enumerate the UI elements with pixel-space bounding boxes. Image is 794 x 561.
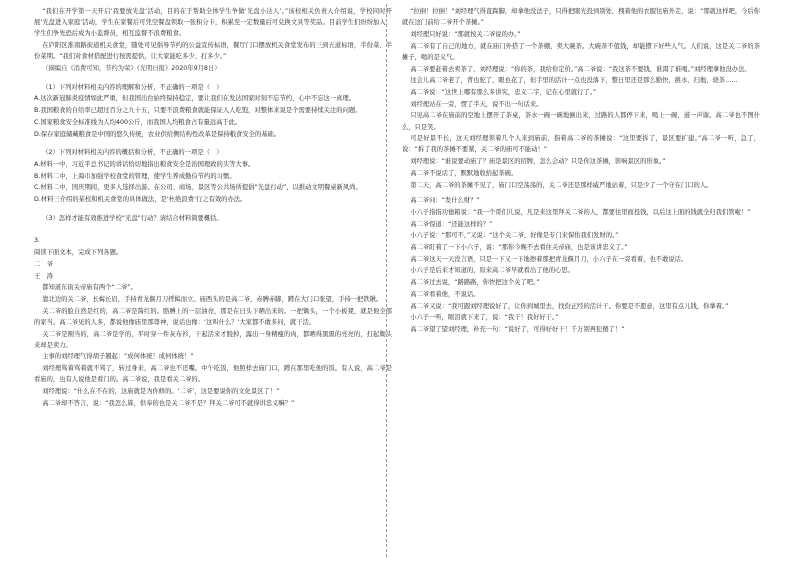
paragraph: 高二爷却不答言，说：“我怎么算，供奉的也是关二爷不是？拜关二爷可不就得讲忠义嘛？” (42, 399, 295, 407)
paragraph: “我们在开学第一天开启‘我要放光盘’活动，目的在于帮助全体学生争做‘光盘小达人’。”该校相关负责人介绍说，学校同时开展‘光盘进入家庭’活动，学生在家餐后可凭空餐盘领取一张积分卡，积累至一定数量后可兑换文具等奖品。目前学生们纷纷加入，学生们争先恐后成为小监督员，相互监督不浪费粮食。 (34, 8, 392, 38)
dialogue (402, 195, 760, 335)
option-c: C.材料二中，国庆期间，更多人选择出游。在公司、商场、景区等公共场所提倡“光盘行动”，以推动文明餐桌新风尚。 (34, 184, 362, 192)
paragraph: 主事的刘经理气得胡子翘起：“成何体统！成何体统！” (42, 353, 194, 361)
option-c: C.国家粮食安全标准线为人均400公斤，而我国人均粮食占有量远高于此。 (34, 118, 242, 126)
paragraph: 刘经理站在一旁，愣了半天，说不出一句话来。 (410, 100, 543, 108)
option-d: D.保存家庭储藏粮食是中国的悠久传统，农业供给侧结构性改革是保持粮食安全的基础。 (34, 130, 281, 138)
story-title: 二 爷 (34, 260, 53, 268)
option-a: A.材料一中，习近平总书记的讲话恰切地指出粮食安全是治国理政的头等大事。 (34, 160, 255, 168)
passage-part1 (34, 6, 392, 74)
option-d: D.材料三介绍的某校和机关食堂的具体做法，是‘杜绝浪费’行之有效的办法。 (34, 196, 247, 204)
dialogue-line: 小六子一听，眼泪就下来了，说：“我干！我好好干。” (410, 314, 559, 322)
story-part2 (402, 6, 760, 191)
dialogue-line: 高二爷过去说，“路路路，你快把这个关了吧。” (410, 279, 540, 287)
paragraph: 高二爷说：“这世上哪有那么多讲究，忠义二字，记在心里就行了。” (410, 88, 597, 96)
paragraph: 关二爷的脸自然是红的，高二爷是酱红的。胳膊上的一层油亮，那是在日头下晒出来的。一把锄头，一个小板凳，就是他全部的家当。高二爷见的人多，都说他像庙里那尊神，说话也像：‘这叫什么？’大家都不敢多问，就干活。 (34, 307, 392, 326)
option-a: A.这次新冠肺炎疫情如此严重，但我国出台始终保持稳定，要让我们在发达国家时刻不忘节约、心中不忘这一真理。 (34, 95, 356, 103)
option-b: B.我国粮食的自给率已超过百分之九十五，只要不浪费粮食就能保证人人吃饱，对整体来说是个需要持续关注的问题。 (34, 107, 362, 115)
source-citation: （摘编自《消费可知，节约为荣》《光明日报》2020年9月8日） (42, 65, 221, 73)
question-3: （3）怎样才能有效推进学校“光盘”行动？请结合材料简要概括。 (42, 214, 223, 222)
dialogue-line: 小六子是后来才知道的，原来高二爷早就看出了他的心思。 (410, 267, 574, 275)
question-stem: （1）下列对材料相关内容的理解和分析，不正确的一项是（ ） (42, 83, 223, 91)
question-1 (34, 82, 392, 140)
paragraph: 高二爷要赶着去卖茶了，刘经理说：“你的茶，我给你定价。”高二爷说：“我这茶不要钱，谁渴了谁喝。”刘经理拿他没办法。 (410, 65, 751, 73)
paragraph: 在庐阳区淮南路街道机关食堂，随处可见倡导节约的公益宣传标语，餐厅门口摆放机关食堂发布的三到五道标语，半份菜、半份菜期。“我们对食材搭配进行按需提供，让大家能吃多少、打多少。” (34, 42, 392, 61)
dialogue-line: 高二爷惊道：“还能这样的？” (410, 220, 493, 228)
dialogue-line: 高二爷盯着了一下小六子，说：“那你今晚不去看住关帝庙，也是该讲忠义了。” (410, 244, 628, 252)
paragraph: “拉倒！拉倒！”刘经理气得直跺脚，却拿他没法子，只得把眼光投到别处，拽着他的衣服往庙外走，说：“那就这样吧，今后你就在这门前给二爷开个茶摊。” (402, 8, 760, 27)
paragraph: 刘经理说：“谁说要动庙了？庙是景区的招牌，怎么会动？只是你这茶摊，影响景区的形象。” (410, 158, 666, 166)
dialogue-line: 小六子指指功德箱说：“我一个哥们儿说，凡是来这里拜关二爷的人，都要往里面投钱，以后这上面的钱就全归我们管啦！” (410, 208, 751, 216)
paragraph: 只见高二爷在庙前的空地上摆开了茶桌，茶水一碗一碗地倒出来，过路的人都停下来，喝上一碗，道一声谢。高二爷也不图什么，只是笑。 (402, 112, 760, 131)
dialogue-line: 高二爷望了望刘经理，补充一句：“说好了，可得好好干！千万别再犯傻了！” (410, 325, 625, 333)
paragraph: 第二天，高二爷的茶摊不见了，庙门口空荡荡的，关二爷还是那样威严地站着，只是少了一个守在门口的人。 (410, 181, 713, 189)
paragraph: 关二爷是刚当的，高二爷是学的，平时穿一件灰布衫，干起活来才脱掉，露出一身精瘦的肉，都晒得黑黑的亮亮的，打起锄头来却是卖力。 (34, 330, 392, 349)
left-column (34, 6, 392, 555)
dialogue-line: 小六子说：“那可不，”又说：“这个关二爷，好像是专门来保佑我们发财的。” (410, 232, 619, 240)
paragraph: 靠北边的关二爷，长髯长眉，手持青龙偃月刀捋髯而立。庙西头的是高二爷，赤膊赤脚，蹲在大门口张望，手持一把铁锹。 (42, 295, 383, 303)
paragraph: 刘经理只好说：“那就按关二爷说的办。” (410, 30, 521, 38)
paragraph: 可是好景不长，这天刘经理领着几个人来到庙前，指着高二爷的茶摊说：“这里要拆了，景区要扩建。”高二爷一听，急了，说：“拆了我的茶摊不要紧，关二爷的庙可不能动！” (402, 135, 760, 154)
question-stem: （2）下列对材料相关内容的概括和分析，不正确的一项是（ ） (42, 149, 223, 157)
paragraph: 刘经理骂着骂着就不骂了，转过身来，高二爷也不还嘴。中午吃饭，他照样去庙门口，蹲在那里吃他的饭。有人说，高二爷是看庙的，也有人说他是看门的。高二爷说，我是看关二爷的。 (34, 365, 392, 384)
story-part1 (34, 282, 392, 409)
section-instruction: 阅读下面文本，完成下列各题。 (34, 249, 123, 257)
paragraph: 刘经理说：“什么在不在的，这庙就是为你修的。‘二爷’，这是要说你的文化景区了！” (42, 388, 280, 396)
column-divider (386, 4, 387, 557)
option-b: B.材料二中，上海市加强学校食堂的管理，使学生养成勤俭节约的习惯。 (34, 172, 236, 180)
question-2 (34, 147, 392, 205)
section-number: 3. (34, 237, 41, 245)
dialogue-line: 高二爷这天一天没言语，只是一下又一下地擦着那把青龙偃月刀，小六子在一旁看着，也不敢说话。 (410, 255, 688, 263)
right-column (402, 6, 760, 555)
paragraph: 这会儿高二爷老了，背也驼了，眼也花了，但手里的活计一点也没落下，整日里还是那么勤快，挑水、扫地、烧茶…… (410, 77, 738, 85)
story-author: 王 涛 (34, 272, 53, 280)
paragraph: 高二爷不说话了，默默地收拾起茶碗。 (410, 169, 518, 177)
paragraph: 都知道东街关帝庙有两个“二爷”。 (42, 284, 137, 292)
dialogue-line: 高二爷又说：“我可跟刘经理说好了，让你到城里去，找份正经的活计干。你要是不愿意，这里有点儿钱，你拿着。” (410, 302, 729, 310)
dialogue-line: 高二爷看着他，不说话。 (410, 290, 480, 298)
dialogue-line: 高二爷问：“发什么财？” (410, 197, 480, 205)
paragraph: 高二爷有了自己的地方，就在庙门外搭了一个茶棚，卖大碗茶。大碗茶不值钱，却能攒下好些人气。人们说，这是关二爷的茶摊子，喝的是义气。 (402, 42, 760, 61)
